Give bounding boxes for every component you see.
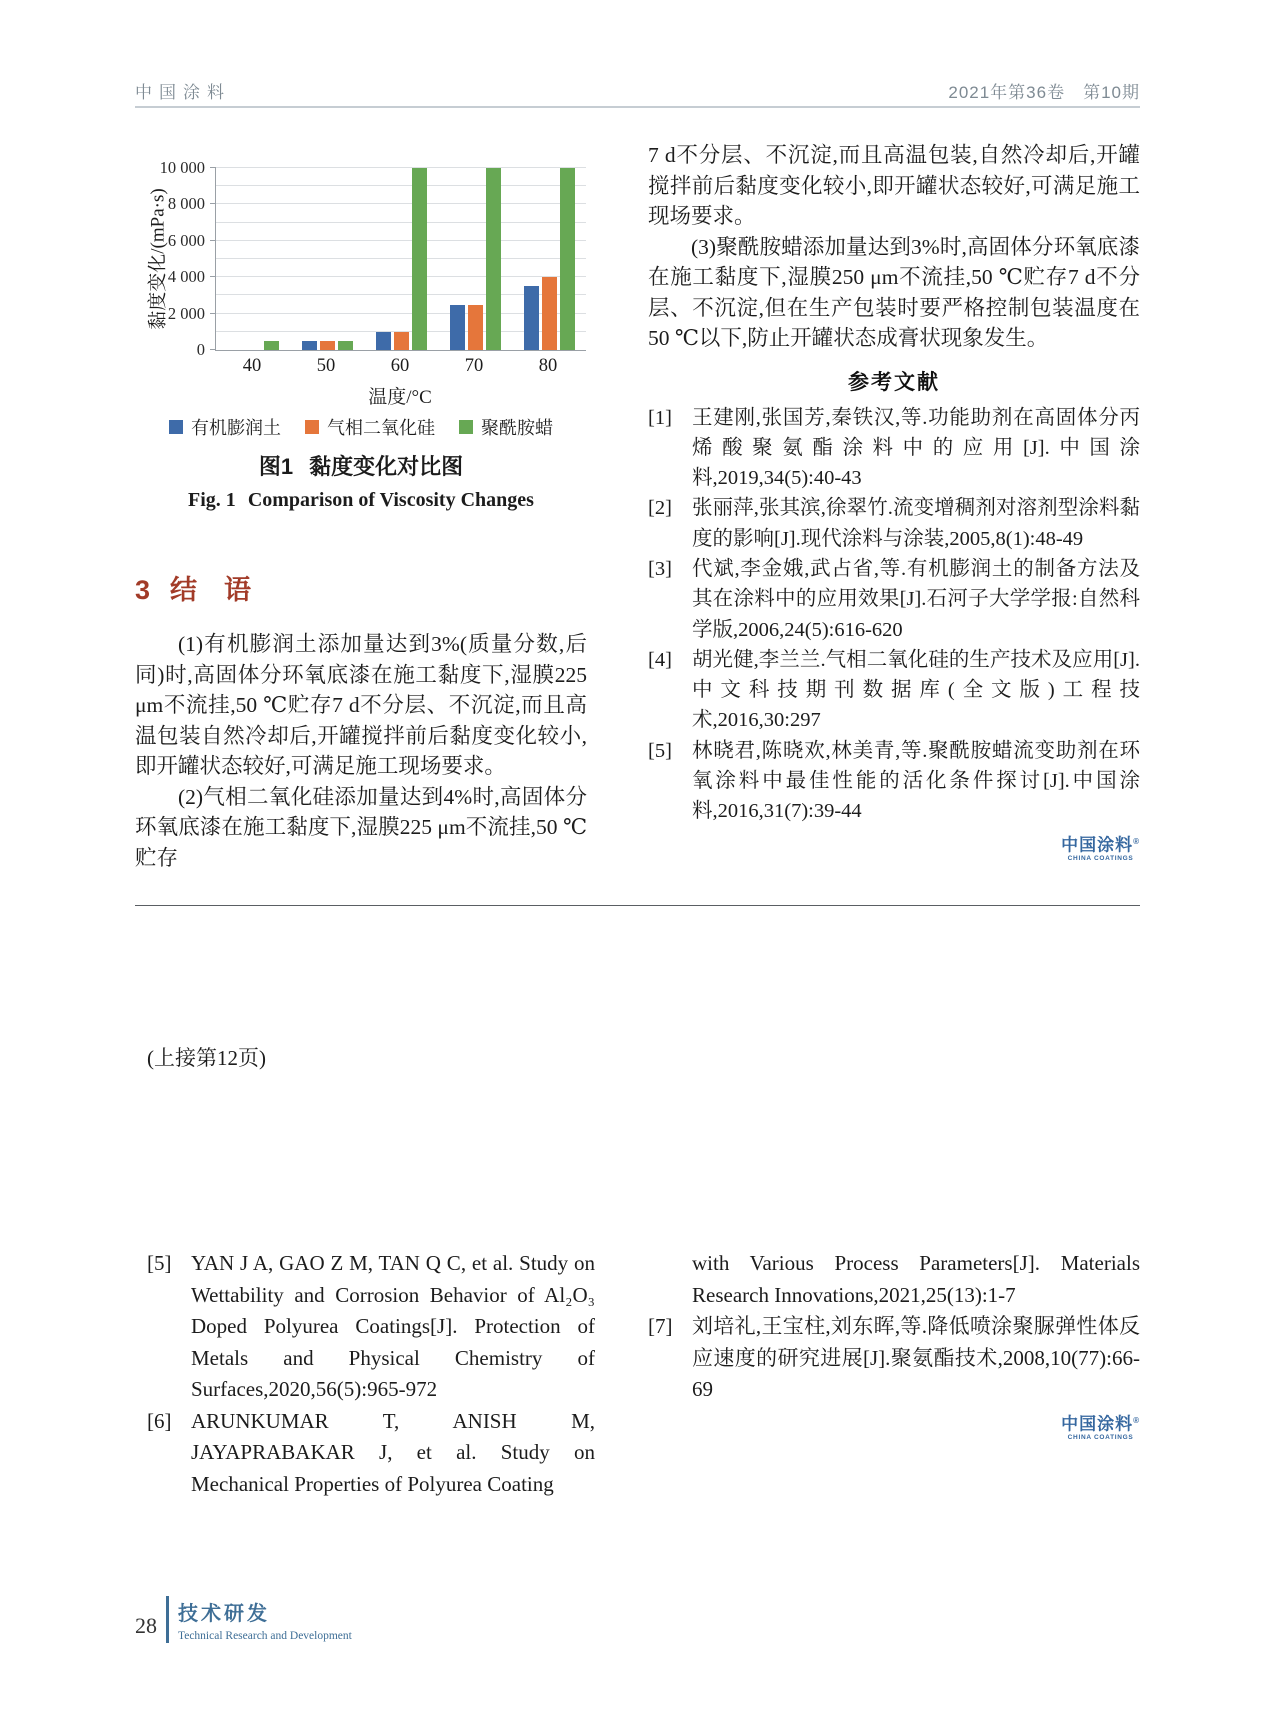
references-heading: 参考文献 (848, 370, 940, 394)
y-tick-mark (210, 313, 216, 314)
chart-gridline (216, 276, 586, 277)
reference-number: [6] (147, 1408, 172, 1433)
logo-cn-text: 中国涂料® (1061, 1414, 1140, 1434)
references-list (648, 403, 1140, 827)
x-tick-label: 70 (464, 356, 484, 376)
chart-y-axis-label: 黏度变化/(mPa·s) (147, 188, 169, 330)
x-tick-label: 80 (538, 356, 558, 376)
reference-number: [2] (648, 497, 672, 520)
reference-item-continuation (648, 1248, 1140, 1311)
footer-section-labels (178, 1596, 352, 1643)
legend-label: 聚酰胺蜡 (481, 418, 553, 438)
legend-label: 气相二氧化硅 (327, 418, 435, 438)
reference-text: 林晓君,陈晓欢,林美青,等.聚酰胺蜡流变助剂在环氧涂料中最佳性能的活化条件探讨[J].中国涂料,2016,31(7):39-44 (692, 739, 1140, 823)
logo-en-text: CHINA COATINGS (1067, 855, 1134, 863)
legend-swatch (305, 420, 319, 434)
chart-gridline (216, 185, 586, 186)
figure-title-cn: 黏度变化对比图 (309, 454, 464, 479)
footer-section-en: Technical Research and Development (178, 1630, 352, 1642)
continued-references-right (648, 1248, 1140, 1406)
chart-bar-聚酰胺蜡-50 (338, 341, 353, 350)
reference-item (648, 493, 1140, 554)
figure-caption-cn (135, 450, 587, 481)
china-coatings-logo (1061, 833, 1140, 864)
y-tick-label: 6 000 (167, 230, 205, 250)
continued-from-note: (上接第12页) (147, 1046, 266, 1070)
reference-item (147, 1248, 595, 1406)
china-coatings-logo (1061, 1412, 1140, 1443)
chart-bar-气相二氧化硅-50 (320, 341, 335, 350)
chart-gridline (216, 258, 586, 259)
chart-legend (135, 414, 587, 440)
reference-text: 王建刚,张国芳,秦铁汉,等.功能助剂在高固体分丙烯酸聚氨酯涂料中的应用[J].中国涂料,2019,34(5):40-43 (692, 406, 1140, 490)
page-header (135, 78, 1140, 103)
reference-item (648, 736, 1140, 827)
chart-plot-area (215, 168, 586, 351)
conclusion-paragraph-3: (3)聚酰胺蜡添加量达到3%时,高固体分环氧底漆在施工黏度下,湿膜250 μm不流挂,50 ℃贮存7 d不分层、不沉淀,但在生产包装时要严格控制包装温度在50 ℃以下,防止开罐状态成膏状现象发生。 (648, 234, 1140, 350)
chart-bar-聚酰胺蜡-40 (264, 341, 279, 350)
continued-references-left (147, 1248, 595, 1500)
header-divider (135, 106, 1140, 108)
reference-text: 张丽萍,张其滨,徐翠竹.流变增稠剂对溶剂型涂料黏度的影响[J].现代涂料与涂装,2005,8(1):48-49 (692, 497, 1140, 550)
y-tick-label: 10 000 (159, 158, 205, 177)
logo-en-text: CHINA COATINGS (1067, 1434, 1134, 1442)
y-tick-label: 0 (196, 340, 205, 359)
chart-x-tick-labels (215, 356, 585, 378)
conclusion-paragraph-2: (2)气相二氧化硅添加量达到4%时,高固体分环氧底漆在施工黏度下,湿膜225 μm不流挂,50 ℃贮存 (135, 784, 587, 870)
y-tick-mark (210, 167, 216, 168)
chart-bar-聚酰胺蜡-70 (486, 168, 501, 350)
continued-right-column (648, 1248, 1140, 1442)
reference-item (648, 1311, 1140, 1406)
chart-gridline (216, 240, 586, 241)
legend-item-聚酰胺蜡 (459, 414, 553, 440)
reference-text: ARUNKUMAR T, ANISH M, JAYAPRABAKAR J, et al. Study on Mechanical Properties of Polyurea Coating (191, 1408, 595, 1496)
figure-label-cn: 图1 (258, 454, 294, 479)
reference-number: [5] (147, 1251, 172, 1275)
legend-label: 有机膨润土 (191, 418, 281, 438)
figure-label-en: Fig. 1 (188, 489, 236, 511)
chart-x-axis-label: 温度/°C (368, 387, 432, 408)
y-tick-label: 8 000 (167, 194, 205, 214)
chart-bar-气相二氧化硅-80 (542, 277, 557, 350)
viscosity-bar-chart (135, 130, 587, 440)
chart-bar-有机膨润土-70 (450, 305, 465, 351)
page-footer (135, 1596, 352, 1643)
chart-gridline (216, 203, 586, 204)
issue-info: 2021年第36卷 第10期 (948, 83, 1140, 102)
chart-bar-聚酰胺蜡-80 (560, 168, 575, 350)
reference-item (648, 645, 1140, 736)
section-number: 3 (135, 575, 151, 605)
x-tick-label: 60 (390, 356, 410, 376)
section-title: 结 语 (170, 575, 252, 605)
reference-item (147, 1406, 595, 1501)
conclusion-paragraph-2-continued: 7 d不分层、不沉淀,而且高温包装,自然冷却后,开罐搅拌前后黏度变化较小,即开罐状态较好,可满足施工现场要求。 (648, 143, 1140, 228)
reference-number: [7] (648, 1314, 673, 1338)
figure-title-en: Comparison of Viscosity Changes (247, 489, 534, 511)
section-heading (135, 568, 587, 607)
reference-number: [3] (648, 557, 672, 580)
footer-section-cn: 技术研发 (178, 1603, 270, 1625)
reference-text: YAN J A, GAO Z M, TAN Q C, et al. Study on Wettability and Corrosion Behavior of Al₂O₃ Doped Polyurea Coatings[J]. Protection of Metals and Physical Chemistry of Surfaces,2020,56(5):965-972 (191, 1251, 595, 1401)
y-tick-mark (210, 276, 216, 277)
footer-divider-bar (166, 1596, 169, 1643)
chart-bar-有机膨润土-60 (376, 332, 391, 350)
continued-left-column (147, 1248, 595, 1500)
x-tick-label: 40 (242, 356, 262, 376)
reference-item (648, 554, 1140, 645)
left-column (135, 130, 587, 873)
y-tick-mark (210, 349, 216, 350)
y-tick-label: 2 000 (167, 303, 205, 323)
reference-text: 代斌,李金娥,武占省,等.有机膨润土的制备方法及其在涂料中的应用效果[J].石河子大学学报:自然科学版,2006,24(5):616-620 (692, 557, 1140, 641)
reference-text: with Various Process Parameters[J]. Materials Research Innovations,2021,25(13):1-7 (692, 1251, 1140, 1307)
figure-caption-en (135, 489, 587, 512)
chart-bar-有机膨润土-50 (302, 341, 317, 350)
logo-cn-text: 中国涂料® (1061, 835, 1140, 855)
legend-item-有机膨润土 (169, 414, 281, 440)
legend-item-气相二氧化硅 (305, 414, 435, 440)
y-tick-mark (210, 240, 216, 241)
legend-swatch (169, 420, 183, 434)
y-tick-mark (210, 203, 216, 204)
chart-gridline (216, 167, 586, 168)
footer-page-number: 28 (135, 1612, 157, 1638)
chart-bar-气相二氧化硅-60 (394, 332, 409, 350)
chart-bar-气相二氧化硅-70 (468, 305, 483, 351)
reference-item (648, 403, 1140, 494)
chart-gridline (216, 222, 586, 223)
reference-text: 胡光健,李兰兰.气相二氧化硅的生产技术及应用[J].中文科技期刊数据库(全文版)工程技术,2016,30:297 (692, 648, 1140, 732)
reference-number: [1] (648, 406, 672, 429)
reference-number (648, 1248, 692, 1311)
chart-bar-有机膨润土-80 (524, 286, 539, 350)
conclusion-paragraph-1: (1)有机膨润土添加量达到3%(质量分数,后同)时,高固体分环氧底漆在施工黏度下,湿膜225 μm不流挂,50 ℃贮存7 d不分层、不沉淀,而且高温包装自然冷却后,开罐搅拌前后黏度变化较小,即开罐状态较好,可满足施工现场要求。 (135, 632, 587, 779)
reference-number: [5] (648, 739, 672, 762)
legend-swatch (459, 420, 473, 434)
journal-name: 中国涂料 (135, 83, 231, 102)
reference-text: 刘培礼,王宝柱,刘东晖,等.降低喷涂聚脲弹性体反应速度的研究进展[J].聚氨酯技术,2008,10(77):66-69 (692, 1314, 1140, 1401)
right-column (648, 140, 1140, 863)
y-tick-label: 4 000 (167, 267, 205, 287)
chart-y-tick-labels (135, 158, 210, 359)
x-tick-label: 50 (316, 356, 336, 376)
section-divider (135, 905, 1140, 906)
chart-bar-聚酰胺蜡-60 (412, 168, 427, 350)
reference-number: [4] (648, 648, 672, 671)
